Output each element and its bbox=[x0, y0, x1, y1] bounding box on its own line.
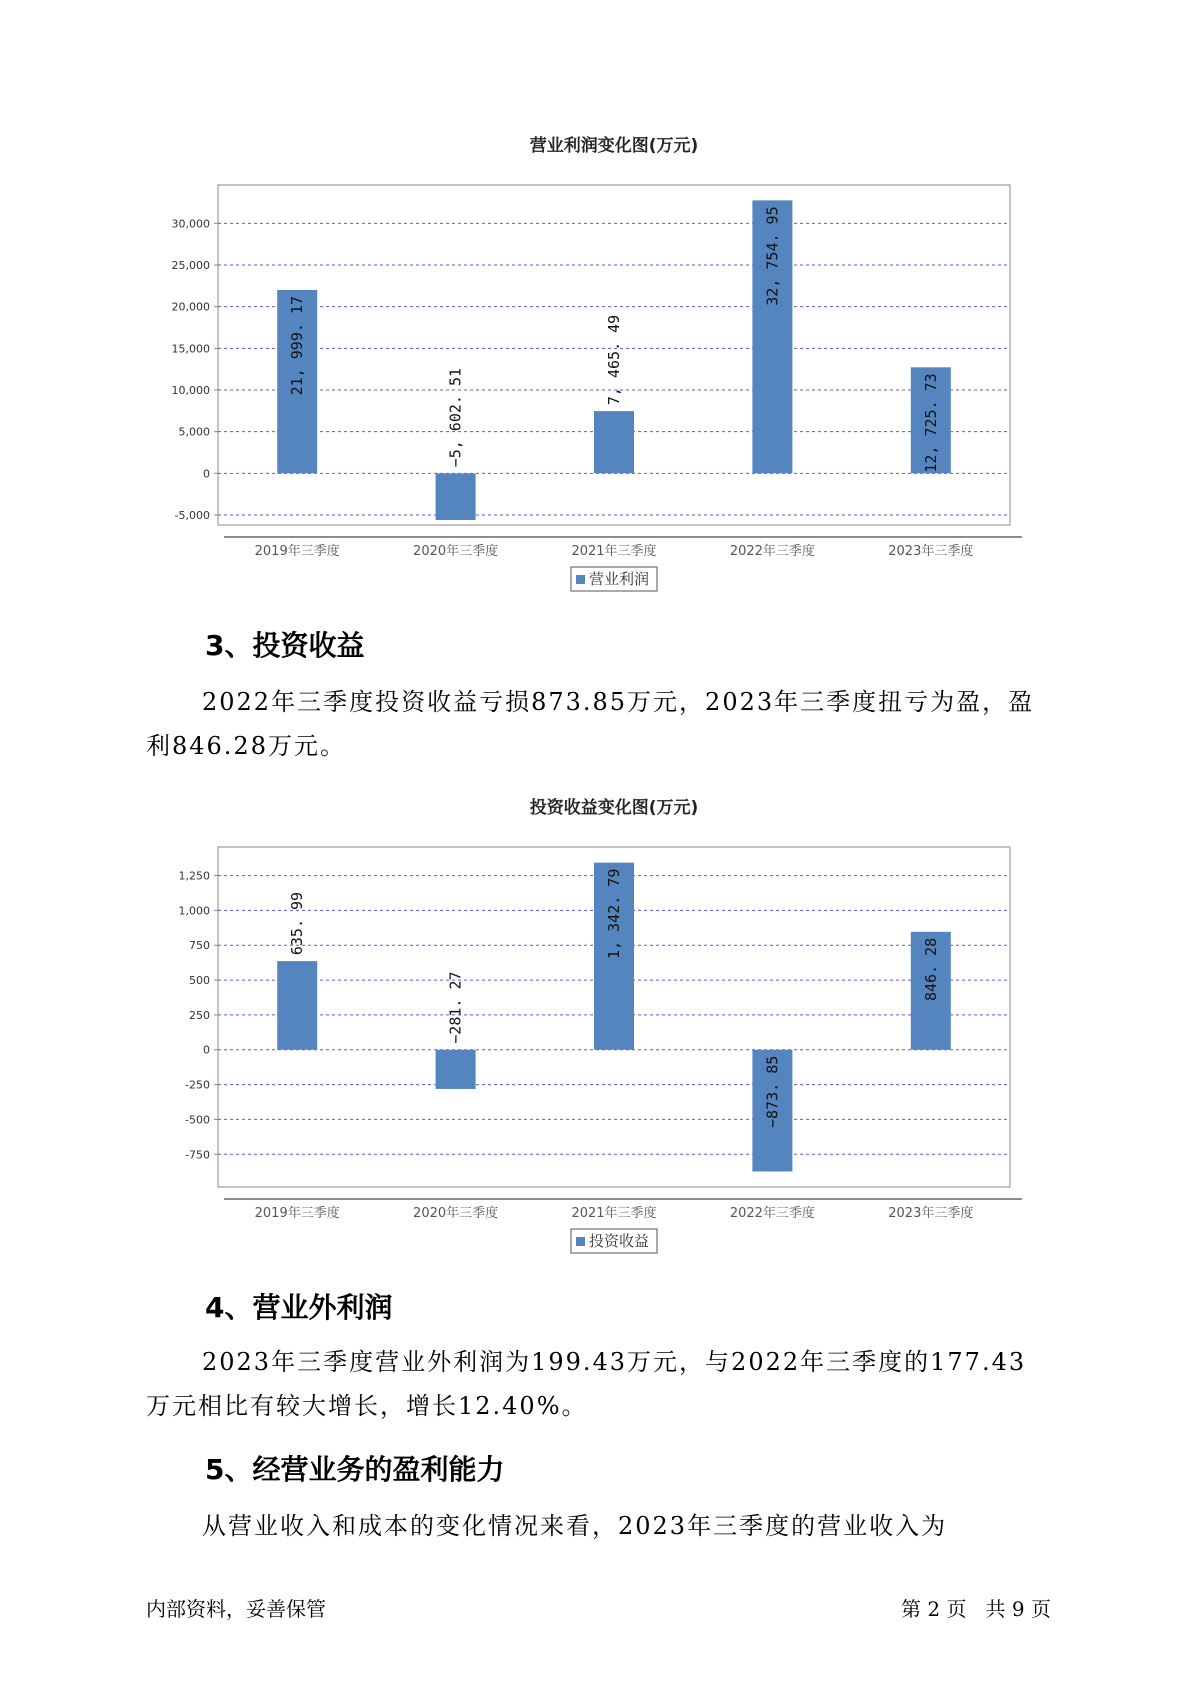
y-tick-label: 30,000 bbox=[171, 217, 210, 231]
chart-legend bbox=[571, 567, 657, 591]
data-label: −281. 27 bbox=[446, 971, 465, 1044]
data-label: −5, 602. 51 bbox=[446, 367, 465, 468]
y-tick-label: -5,000 bbox=[174, 509, 210, 522]
x-tick-label: 2021年三季度 bbox=[571, 544, 657, 559]
section-text-business-profitability-content: 从营业收入和成本的变化情况来看，2023年三季度的营业收入为 bbox=[202, 1512, 948, 1540]
bar bbox=[594, 411, 634, 473]
operating-profit-chart bbox=[150, 125, 1050, 595]
investment-income-chart bbox=[150, 787, 1050, 1257]
x-tick-label: 2021年三季度 bbox=[571, 1206, 657, 1221]
y-tick-label: 500 bbox=[189, 974, 210, 988]
chart-legend bbox=[571, 1229, 657, 1253]
y-tick-label: 1,250 bbox=[178, 869, 210, 883]
section-heading-investment-income: 3、投资收益 bbox=[205, 629, 365, 662]
x-tick-label: 2020年三季度 bbox=[413, 1206, 499, 1221]
y-tick-label: -750 bbox=[185, 1148, 210, 1162]
section-heading-business-profitability: 5、经营业务的盈利能力 bbox=[205, 1453, 505, 1486]
y-tick-label: 15,000 bbox=[171, 342, 210, 356]
section-text-investment-income bbox=[146, 680, 1046, 768]
y-tick-label: 750 bbox=[189, 939, 210, 953]
x-tick-label: 2019年三季度 bbox=[254, 1206, 340, 1221]
section-text-investment-income-content: 2022年三季度投资收益亏损873.85万元，2023年三季度扭亏为盈，盈利846.28万元。 bbox=[146, 688, 1035, 760]
x-tick-label: 2020年三季度 bbox=[413, 544, 499, 559]
section-text-non-operating-profit bbox=[146, 1340, 1046, 1428]
data-label: 32, 754. 95 bbox=[763, 206, 782, 306]
chart-title: 营业利润变化图(万元) bbox=[529, 136, 699, 156]
operating-profit-chart-svg bbox=[150, 125, 1050, 595]
footer-left: 内部资料，妥善保管 bbox=[146, 1597, 326, 1621]
x-tick-label: 2022年三季度 bbox=[729, 1206, 815, 1221]
y-tick-label: 1,000 bbox=[178, 904, 210, 918]
data-label: 846. 28 bbox=[921, 937, 940, 1002]
x-tick-label: 2022年三季度 bbox=[729, 544, 815, 559]
legend-label: 营业利润 bbox=[589, 570, 650, 588]
y-tick-label: 250 bbox=[189, 1008, 210, 1022]
y-tick-label: 10,000 bbox=[171, 384, 210, 397]
y-tick-label: 0 bbox=[203, 467, 210, 481]
legend-swatch bbox=[576, 575, 585, 584]
section-text-business-profitability bbox=[146, 1504, 1046, 1548]
y-tick-label: -500 bbox=[185, 1113, 210, 1127]
bar bbox=[277, 961, 317, 1050]
x-tick-label: 2023年三季度 bbox=[888, 1206, 974, 1221]
data-label: 635. 99 bbox=[288, 891, 307, 956]
bar bbox=[436, 473, 476, 520]
data-label: 1, 342. 79 bbox=[605, 868, 623, 959]
data-label: −873. 85 bbox=[763, 1055, 782, 1128]
y-tick-label: 5,000 bbox=[178, 425, 210, 439]
x-tick-label: 2023年三季度 bbox=[888, 544, 974, 559]
data-label: 7, 465. 49 bbox=[605, 314, 623, 406]
section-text-non-operating-profit-content: 2023年三季度营业外利润为199.43万元，与2022年三季度的177.43万元相比有较大增长，增长12.40%。 bbox=[146, 1348, 1027, 1420]
bar bbox=[436, 1050, 476, 1089]
x-tick-label: 2019年三季度 bbox=[254, 544, 340, 559]
y-tick-label: 25,000 bbox=[171, 259, 210, 272]
legend-swatch bbox=[576, 1237, 585, 1246]
chart-title: 投资收益变化图(万元) bbox=[529, 798, 699, 818]
y-tick-label: 0 bbox=[203, 1043, 210, 1057]
data-label: 12, 725. 73 bbox=[921, 373, 940, 473]
y-tick-label: 20,000 bbox=[171, 300, 210, 314]
investment-income-chart-svg bbox=[150, 787, 1050, 1257]
section-heading-non-operating-profit: 4、营业外利润 bbox=[205, 1291, 393, 1324]
legend-label: 投资收益 bbox=[589, 1232, 650, 1250]
data-label: 21, 999. 17 bbox=[288, 296, 307, 396]
footer-right: 第 2 页 共 9 页 bbox=[901, 1597, 1051, 1621]
y-tick-label: -250 bbox=[185, 1078, 210, 1092]
